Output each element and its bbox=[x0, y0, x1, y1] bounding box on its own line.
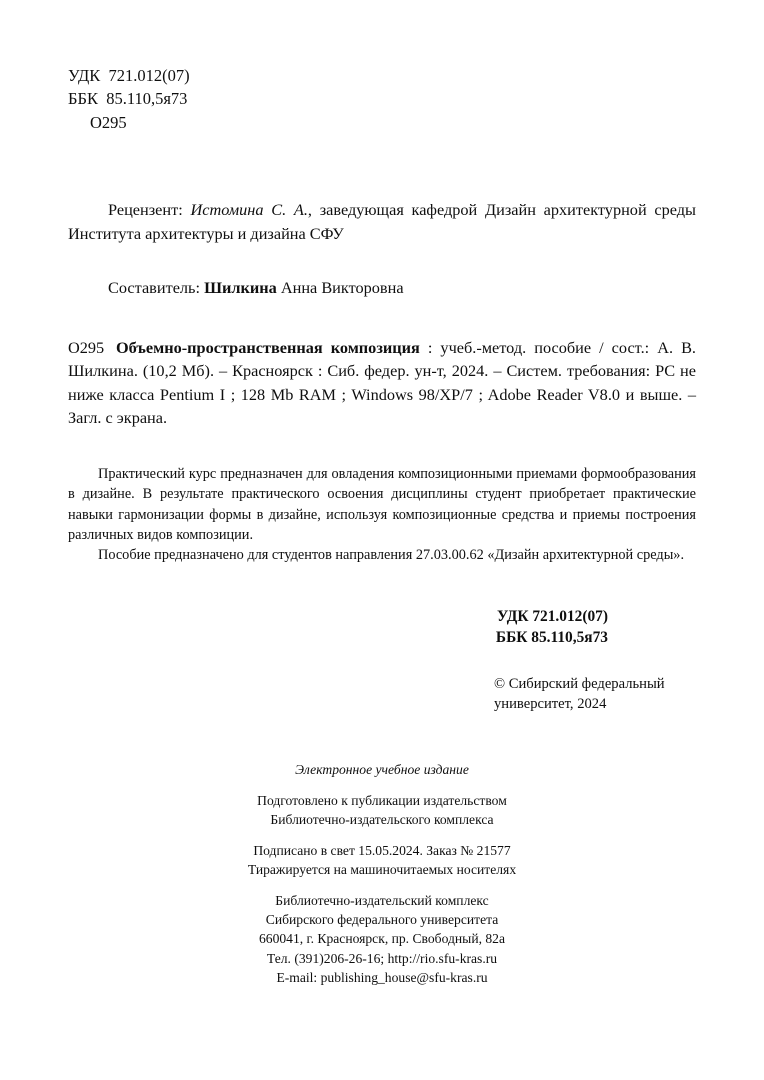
colophon-line: Библиотечно-издательского комплекса bbox=[270, 812, 494, 828]
bibliographic-record bbox=[68, 336, 696, 431]
udk-code-bottom: УДК 721.012(07) bbox=[497, 607, 608, 625]
catalog-number-inline: О295 bbox=[68, 337, 105, 357]
colophon-line: Тиражируется на машиночитаемых носителях bbox=[247, 862, 517, 878]
annotation-paragraph-1: Практический курс предназначен для овладения композиционными приемами формообразования в дизайне. В результате практического освоения дисциплины студент приобретает практические навыки гармонизации формы в дизайне, используя композиционные средства и приемы построения различных видов композиции. bbox=[68, 466, 696, 543]
annotation-paragraph-2: Пособие предназначено для студентов направления 27.03.00.62 «Дизайн архитектурной среды». bbox=[98, 547, 685, 564]
reviewer-paragraph bbox=[68, 198, 696, 245]
publication-title: Объемно-пространственная композиция bbox=[116, 337, 420, 357]
reviewer-label: Рецензент: bbox=[108, 200, 183, 220]
compiler-line bbox=[108, 278, 696, 298]
catalog-number-value: О295 bbox=[90, 112, 127, 132]
codes-bottom-block bbox=[68, 606, 696, 649]
reviewer-name: Истомина С. А. bbox=[190, 200, 308, 220]
copyright-line-1: © Сибирский федеральный bbox=[494, 676, 665, 692]
colophon-line: Тел. (391)206-26-16; http://rio.sfu-kras.ru bbox=[266, 950, 498, 966]
bbk-code-top: ББК 85.110,5я73 bbox=[68, 89, 188, 109]
reviewer-rest: , заведующая кафедрой Дизайн архитектурной среды Института архитектуры и дизайна СФУ bbox=[68, 200, 696, 243]
publication-details: : учеб.-метод. пособие / сост.: А. В. Шилкина. (10,2 Мб). – Красноярск : Сиб. федер. ун-т, 2024. – Систем. требования: PC не ниже класса Pentium I ; 128 Mb RAM ; Windows 98/XP/7 ; Adobe Reader V8.0 и выше. – Загл. с экрана. bbox=[68, 337, 696, 428]
copyright-line-2: университет, 2024 bbox=[494, 696, 607, 713]
page-content bbox=[68, 64, 696, 987]
compiler-surname: Шилкина bbox=[204, 277, 277, 297]
codes-top-block bbox=[68, 64, 696, 134]
colophon-group-publisher bbox=[68, 791, 696, 829]
colophon-heading: Электронное учебное издание bbox=[295, 762, 469, 778]
colophon-line-email: E-mail: publishing_house@sfu-kras.ru bbox=[276, 969, 488, 985]
colophon-line: Сибирского федерального университета bbox=[265, 912, 499, 928]
annotation-block bbox=[68, 464, 696, 565]
compiler-given-name: Анна Викторовна bbox=[280, 277, 404, 297]
catalog-number-top bbox=[68, 111, 696, 134]
udk-code-top: УДК 721.012(07) bbox=[68, 66, 190, 85]
colophon-line: Библиотечно-издательский комплекс bbox=[275, 893, 489, 909]
colophon-block bbox=[68, 760, 696, 986]
colophon-group-imprint bbox=[68, 841, 696, 879]
colophon-line: Подписано в свет 15.05.2024. Заказ № 21577 bbox=[253, 843, 511, 859]
copyright-block bbox=[68, 674, 696, 714]
colophon-line: Подготовлено к публикации издательством bbox=[257, 793, 507, 809]
colophon-line: 660041, г. Красноярск, пр. Свободный, 82а bbox=[258, 931, 506, 947]
bbk-code-bottom: ББК 85.110,5я73 bbox=[495, 628, 608, 646]
compiler-label: Составитель: bbox=[108, 277, 200, 297]
colophon-group-contacts bbox=[68, 891, 696, 986]
